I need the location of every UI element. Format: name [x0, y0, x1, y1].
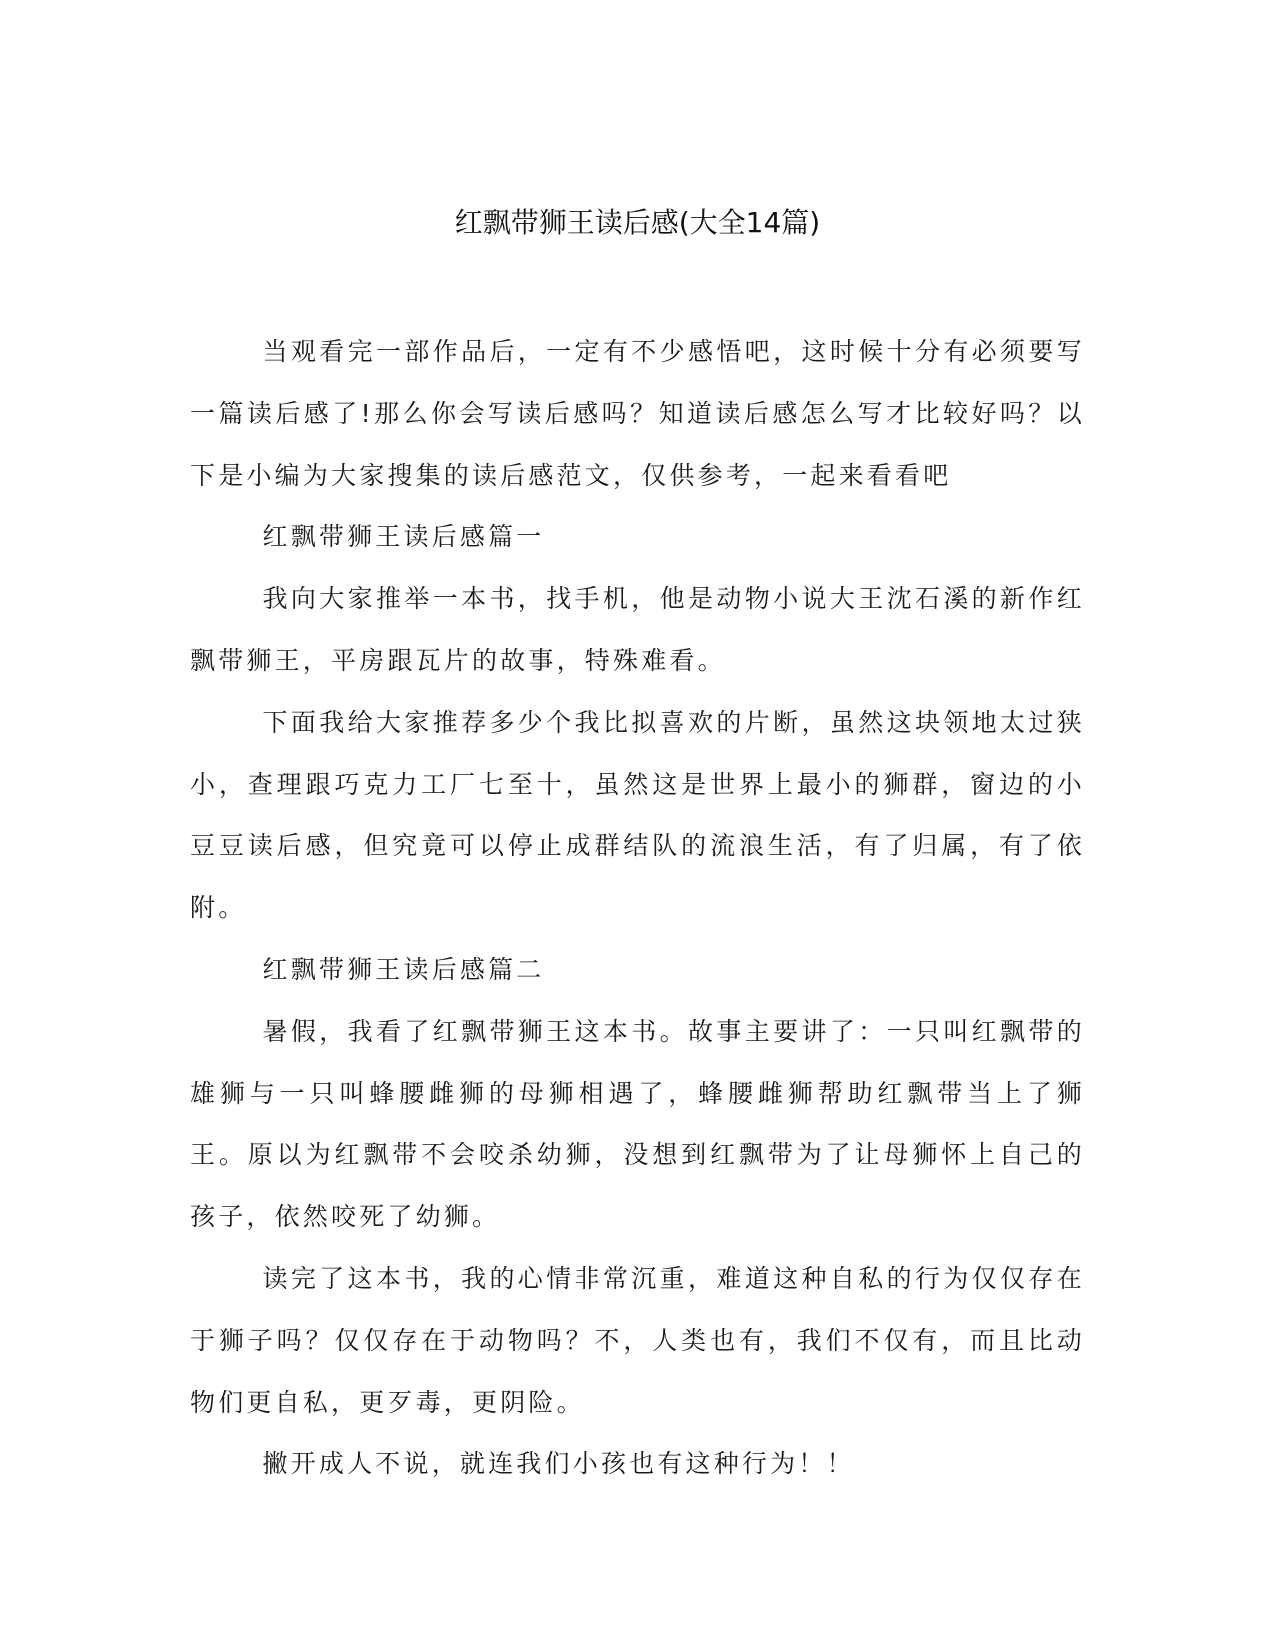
section-heading-2: 红飘带狮王读后感篇二	[262, 954, 545, 984]
body-paragraph: 撇开成人不说，就连我们小孩也有这种行为！！	[262, 1449, 855, 1479]
body-paragraph: 我向大家推举一本书，找手机，他是动物小说大王沈石溪的新作红飘带狮王，平房跟瓦片的故事，特殊难看。	[190, 584, 1085, 675]
body-paragraph: 下面我给大家推荐多少个我比拟喜欢的片断，虽然这块领地太过狭小，查理跟巧克力工厂七至十，虽然这是世界上最小的狮群，窗边的小豆豆读后感，但究竟可以停止成群结队的流浪生活，有了归属，有了依附。	[190, 707, 1085, 923]
body-paragraph: 读完了这本书，我的心情非常沉重，难道这种自私的行为仅仅存在于狮子吗？仅仅存在于动物吗？不，人类也有，我们不仅有，而且比动物们更自私，更歹毒，更阴险。	[190, 1263, 1085, 1417]
body-paragraph: 暑假，我看了红飘带狮王这本书。故事主要讲了：一只叫红飘带的雄狮与一只叫蜂腰雌狮的母狮相遇了，蜂腰雌狮帮助红飘带当上了狮王。原以为红飘带不会咬杀幼狮，没想到红飘带为了让母狮怀上自己的孩子，依然咬死了幼狮。	[190, 1016, 1085, 1232]
document-body	[190, 321, 1085, 1495]
document-title: 红飘带狮王读后感(大全14篇)	[454, 206, 821, 239]
intro-paragraph: 当观看完一部作品后，一定有不少感悟吧，这时候十分有必须要写一篇读后感了!那么你会写读后感吗？知道读后感怎么写才比较好吗？以下是小编为大家搜集的读后感范文，仅供参考，一起来看看吧	[190, 337, 1085, 490]
section-heading-1: 红飘带狮王读后感篇一	[262, 522, 545, 552]
